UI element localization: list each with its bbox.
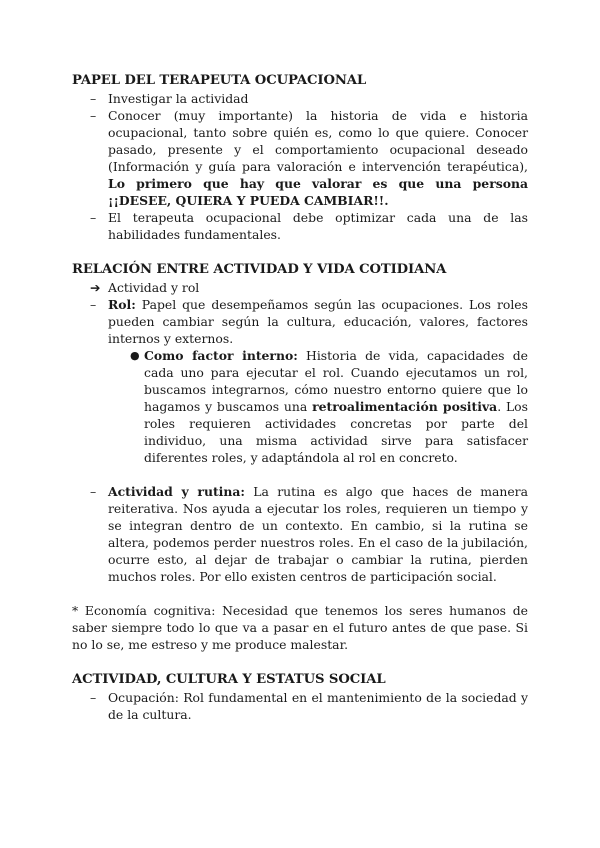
list-item: [90, 107, 528, 209]
dash-marker: –: [90, 484, 97, 499]
list-item: [130, 347, 528, 466]
item-text: Historia de vida, capacidades de cada uno para ejecutar el rol. Cuando ejecutamos un rol, buscamos integrarnos, cómo nuestro entorno quiere que lo hagamos y buscamos una: [144, 348, 528, 414]
item-text: Conocer (muy importante) la historia de vida e historia ocupacional, tanto sobre quién es, como lo que quiere. Conocer pasado, presente y el comportamiento ocupacional deseado (Información y guía para valoración e intervención terapéutica),: [108, 108, 528, 174]
item-text: El terapeuta ocupacional debe optimizar cada una de las habilidades fundamentales.: [108, 210, 528, 242]
dash-list: [72, 90, 528, 243]
section-cultura: [72, 671, 528, 723]
item-text: Investigar la actividad: [108, 91, 249, 106]
item-text: La rutina es algo que haces de manera reiterativa. Nos ayuda a ejecutar los roles, requieren un tiempo y se integran dentro de un contexto. En cambio, si la rutina se altera, podemos perder nuestros roles. En el caso de la jubilación, ocurre esto, al dejar de trabajar o cambiar la rutina, pierden muchos roles. Por ello existen centros de participación social.: [108, 484, 528, 584]
spacer: [72, 585, 528, 602]
dash-list: [72, 483, 528, 585]
dash-list: [72, 279, 528, 347]
dash-list: [72, 689, 528, 723]
item-label: Rol:: [108, 297, 136, 312]
bullet-icon: ●: [130, 349, 140, 362]
list-item: [90, 90, 528, 107]
item-text: Actividad y rol: [108, 280, 200, 295]
spacer: [72, 466, 528, 483]
dash-marker: –: [90, 210, 97, 225]
item-label: Actividad y rutina:: [108, 484, 245, 499]
list-item: [90, 296, 528, 347]
item-label: Como factor interno:: [144, 348, 298, 363]
dash-marker: –: [90, 690, 97, 705]
list-item: [90, 483, 528, 585]
section-actividad-vida: [72, 261, 528, 653]
list-item: [90, 689, 528, 723]
dash-marker: –: [90, 108, 97, 123]
list-item: [90, 209, 528, 243]
section-title: RELACIÓN ENTRE ACTIVIDAD Y VIDA COTIDIANA: [72, 262, 447, 277]
item-text: . Los roles requieren actividades concretas por parte del individuo, una misma actividad sirve para satisfacer diferentes roles, y adaptándola al rol en concreto.: [144, 399, 528, 465]
list-item: [90, 279, 528, 296]
item-text: Papel que desempeñamos según las ocupaciones. Los roles pueden cambiar según la cultura, educación, valores, factores internos y externos.: [108, 297, 528, 346]
section-title: ACTIVIDAD, CULTURA Y ESTATUS SOCIAL: [72, 672, 386, 687]
bullet-list: [72, 347, 528, 466]
document-page: [72, 72, 528, 723]
item-bold-text: Lo primero que hay que valorar es que una persona ¡¡DESEE, QUIERA Y PUEDA CAMBIAR!!.: [108, 176, 528, 208]
footnote-paragraph: * Economía cognitiva: Necesidad que tenemos los seres humanos de saber siempre todo lo que va a pasar en el futuro antes de que pase. Si no lo se, me estreso y me produce malestar.: [72, 603, 528, 652]
dash-marker: –: [90, 91, 97, 106]
section-terapeuta: [72, 72, 528, 243]
section-title: PAPEL DEL TERAPEUTA OCUPACIONAL: [72, 73, 367, 88]
arrow-icon: ➔: [90, 280, 101, 295]
item-bold-text: retroalimentación positiva: [312, 399, 498, 414]
dash-marker: –: [90, 297, 97, 312]
item-text: Ocupación: Rol fundamental en el mantenimiento de la sociedad y de la cultura.: [108, 690, 528, 722]
